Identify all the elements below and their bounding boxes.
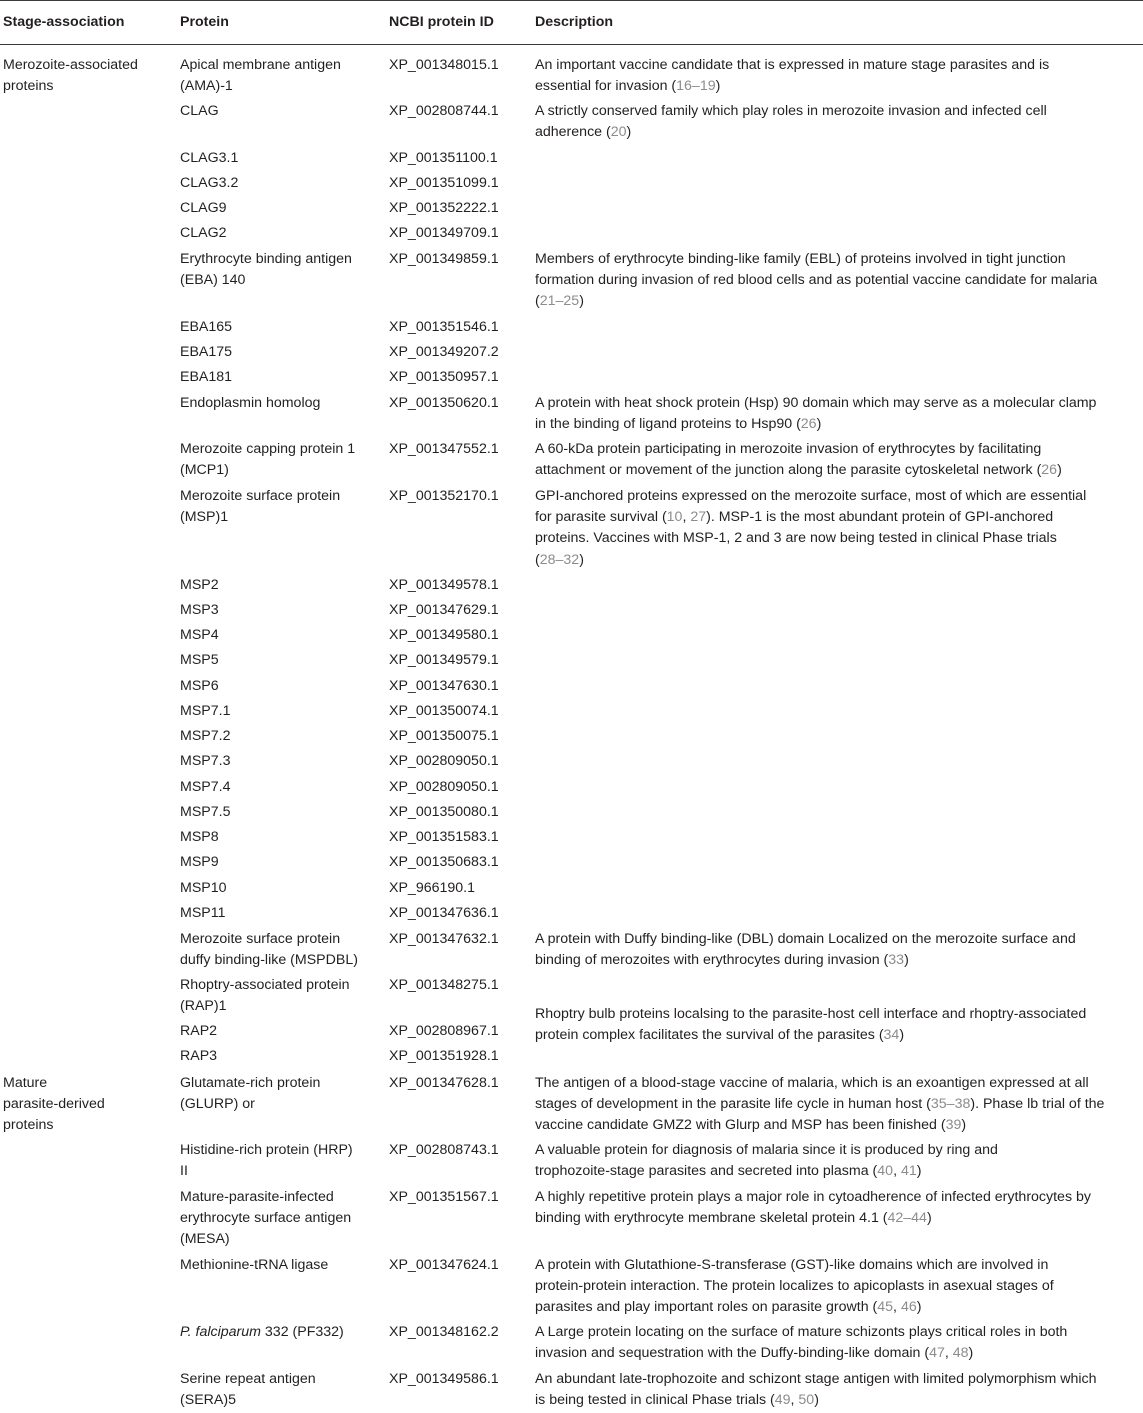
ncbi-protein-id: XP_002808967.1	[389, 1023, 499, 1039]
protein-name: Serine repeat antigen	[180, 1371, 316, 1387]
protein-name: Apical membrane antigen	[180, 57, 341, 73]
description-fragment: )	[579, 293, 584, 310]
description-text	[535, 414, 821, 435]
description-fragment: (	[535, 551, 540, 568]
ncbi-protein-id: XP_001350957.1	[389, 369, 499, 385]
protein-name: Merozoite capping protein 1	[180, 441, 356, 457]
protein-name: Glutamate-rich protein	[180, 1075, 321, 1091]
reference-link[interactable]: 33	[888, 952, 905, 969]
description-text	[535, 1322, 1067, 1343]
description-text	[535, 1073, 1089, 1094]
description-text	[535, 1187, 1091, 1208]
description-text	[535, 1255, 1048, 1276]
protein-name: (GLURP) or	[180, 1096, 255, 1113]
description-fragment: essential for invasion (	[535, 78, 677, 95]
description-text	[535, 1343, 973, 1364]
description-fragment: ). Phase lb trial of the	[970, 1096, 1105, 1113]
description-text	[535, 393, 1096, 414]
ncbi-protein-id: XP_001351100.1	[389, 150, 498, 166]
description-fragment: The antigen of a blood-stage vaccine of malaria, which is an exoantigen expressed at all	[535, 1075, 1089, 1091]
reference-link[interactable]: 34	[883, 1027, 900, 1044]
description-fragment: is being tested in clinical Phase trials (	[535, 1392, 775, 1409]
protein-name: Merozoite surface protein	[180, 488, 341, 504]
ncbi-protein-id: XP_001350075.1	[389, 728, 499, 744]
protein-name	[180, 1322, 344, 1343]
ncbi-protein-id: XP_001351928.1	[389, 1048, 499, 1064]
reference-link[interactable]: 40	[877, 1163, 894, 1180]
reference-link[interactable]: 26	[800, 416, 817, 433]
description-text	[535, 1297, 921, 1318]
reference-link[interactable]: 46	[900, 1299, 917, 1316]
protein-name: CLAG	[180, 103, 219, 119]
stage-association-label: proteins	[3, 1117, 54, 1134]
reference-link[interactable]: 28–32	[539, 551, 580, 568]
protein-name: Histidine-rich protein (HRP)	[180, 1142, 353, 1158]
description-fragment: ). MSP-1 is the most abundant protein of GPI-anchored	[706, 509, 1054, 526]
protein-name: (MCP1)	[180, 462, 229, 479]
reference-link[interactable]: 45	[877, 1299, 894, 1316]
description-fragment: attachment or movement of the junction along the parasite cytoskeletal network (	[535, 462, 1042, 479]
description-text	[535, 950, 909, 971]
protein-name: MSP7.1	[180, 703, 231, 719]
description-text	[535, 101, 1047, 122]
reference-link[interactable]: 35–38	[930, 1096, 971, 1113]
protein-name: (MESA)	[180, 1231, 230, 1248]
ncbi-protein-id: XP_001349207.2	[389, 344, 499, 360]
ncbi-protein-id: XP_001350080.1	[389, 804, 499, 820]
description-text	[535, 486, 1086, 507]
reference-link[interactable]: 27	[690, 509, 707, 526]
ncbi-protein-id: XP_002809050.1	[389, 753, 499, 769]
protein-name: EBA181	[180, 369, 233, 385]
ncbi-protein-id: XP_001347628.1	[389, 1075, 499, 1091]
protein-name: Methionine-tRNA ligase	[180, 1257, 329, 1273]
description-fragment: )	[626, 124, 632, 141]
protein-name: RAP2	[180, 1023, 218, 1039]
protein-name: EBA175	[180, 344, 233, 360]
description-fragment: )	[816, 416, 822, 433]
description-fragment: )	[814, 1392, 819, 1409]
protein-name: MSP4	[180, 627, 219, 643]
protein-name-italic: P. falciparum	[180, 1324, 261, 1340]
protein-name: MSP5	[180, 652, 219, 668]
description-text	[535, 1390, 819, 1411]
description-text	[535, 1004, 1086, 1025]
description-fragment: (	[535, 293, 540, 310]
description-fragment: binding with erythrocyte membrane skeletal protein 4.1 (	[535, 1210, 888, 1227]
description-text	[535, 1140, 998, 1161]
description-fragment: Members of erythrocyte binding-like family (EBL) of proteins involved in tight junction	[535, 251, 1066, 267]
description-fragment: ,	[893, 1299, 901, 1316]
description-fragment: adherence (	[535, 124, 611, 141]
ncbi-protein-id: XP_001350074.1	[389, 703, 499, 719]
reference-link[interactable]: 39	[945, 1117, 962, 1134]
protein-name: Erythrocyte binding antigen	[180, 251, 352, 267]
description-fragment: invasion and sequestration with the Duffy-binding-like domain (	[535, 1345, 930, 1362]
description-fragment: )	[916, 1163, 922, 1180]
description-text	[535, 55, 1049, 76]
ncbi-protein-id: XP_001347624.1	[389, 1257, 499, 1273]
ncbi-protein-id: XP_001351567.1	[389, 1189, 499, 1205]
protein-name: erythrocyte surface antigen	[180, 1210, 352, 1227]
ncbi-protein-id: XP_001349586.1	[389, 1371, 499, 1387]
ncbi-protein-id: XP_001350620.1	[389, 395, 499, 411]
protein-name: (RAP)1	[180, 998, 227, 1015]
description-fragment: formation during invasion of red blood cells and as potential vaccine candidate for malaria	[535, 272, 1098, 289]
description-text	[535, 1208, 932, 1229]
protein-name: MSP3	[180, 602, 219, 618]
description-text	[535, 122, 631, 143]
description-text	[535, 1276, 1054, 1297]
reference-link[interactable]: 49	[774, 1392, 791, 1409]
ncbi-protein-id: XP_002808744.1	[389, 103, 499, 119]
reference-link[interactable]: 21–25	[539, 293, 580, 310]
protein-name: (EBA) 140	[180, 272, 246, 289]
description-fragment: proteins. Vaccines with MSP-1, 2 and 3 are now being tested in clinical Phase trials	[535, 530, 1057, 547]
reference-link[interactable]: 41	[900, 1163, 917, 1180]
description-fragment: )	[899, 1027, 905, 1044]
reference-link[interactable]: 20	[610, 124, 627, 141]
ncbi-protein-id: XP_001347632.1	[389, 931, 499, 947]
ncbi-protein-id: XP_002808743.1	[389, 1142, 499, 1158]
stage-association-label: Merozoite-associated	[3, 57, 138, 73]
description-fragment: trophozoite-stage parasites and secreted into plasma (	[535, 1163, 878, 1180]
ncbi-protein-id: XP_001351546.1	[389, 319, 499, 335]
description-fragment: parasites and play important roles on parasite growth (	[535, 1299, 878, 1316]
description-fragment: Rhoptry bulb proteins localsing to the parasite-host cell interface and rhoptry-associated	[535, 1006, 1087, 1022]
ncbi-protein-id: XP_002809050.1	[389, 779, 499, 795]
protein-name: MSP2	[180, 577, 219, 593]
reference-link[interactable]: 42–44	[887, 1210, 927, 1227]
ncbi-protein-id: XP_001349580.1	[389, 627, 499, 643]
protein-name: CLAG2	[180, 225, 227, 241]
ncbi-protein-id: XP_001349859.1	[389, 251, 499, 267]
ncbi-protein-id: XP_001350683.1	[389, 854, 499, 870]
ncbi-protein-id: XP_001351583.1	[389, 829, 499, 845]
description-text	[535, 76, 720, 97]
ncbi-protein-id: XP_001349579.1	[389, 652, 499, 668]
ncbi-protein-id: XP_001348015.1	[389, 57, 499, 73]
description-text	[535, 550, 584, 571]
description-text	[535, 270, 1097, 291]
protein-name: MSP6	[180, 678, 219, 694]
description-text	[535, 249, 1066, 270]
header-description: Description	[535, 14, 614, 30]
protein-name: MSP10	[180, 880, 227, 896]
description-fragment: ,	[893, 1163, 901, 1180]
table-top-rule	[0, 0, 1143, 1]
description-text	[535, 1115, 966, 1136]
protein-name: (MSP)1	[180, 509, 229, 526]
stage-association-label: proteins	[3, 78, 54, 95]
ncbi-protein-id: XP_001347636.1	[389, 905, 499, 921]
header-protein: Protein	[180, 14, 229, 30]
ncbi-protein-id: XP_001347629.1	[389, 602, 499, 618]
description-fragment: A strictly conserved family which play roles in merozoite invasion and infected cell	[535, 103, 1047, 119]
description-fragment: ,	[944, 1345, 953, 1362]
header-bottom-rule	[0, 44, 1143, 45]
ncbi-protein-id: XP_966190.1	[389, 880, 475, 896]
description-fragment: A Large protein locating on the surface of mature schizonts plays critical roles in both	[535, 1324, 1068, 1340]
description-fragment: )	[715, 78, 721, 95]
reference-link[interactable]: 10	[666, 509, 683, 526]
reference-link[interactable]: 47	[929, 1345, 945, 1362]
protein-name: Rhoptry-associated protein	[180, 977, 350, 993]
ncbi-protein-id: XP_001352170.1	[389, 488, 499, 504]
reference-link[interactable]: 16–19	[676, 78, 716, 95]
description-text	[535, 1094, 1104, 1115]
protein-name: MSP8	[180, 829, 219, 845]
reference-link[interactable]: 48	[952, 1345, 969, 1362]
ncbi-protein-id: XP_001349709.1	[389, 225, 499, 241]
description-fragment: A 60-kDa protein participating in merozoite invasion of erythrocytes by facilitating	[535, 441, 1042, 457]
description-fragment: )	[968, 1345, 974, 1362]
protein-name: II	[180, 1163, 188, 1180]
header-ncbi-protein-id: NCBI protein ID	[389, 14, 494, 30]
protein-name: CLAG3.2	[180, 175, 239, 191]
protein-name-rest: 332 (PF332)	[260, 1324, 344, 1340]
description-fragment: protein-protein interaction. The protein localizes to apicoplasts in asexual stages of	[535, 1278, 1054, 1295]
description-fragment: )	[961, 1117, 967, 1134]
description-fragment: vaccine candidate GMZ2 with Glurp and MSP has been finished (	[535, 1117, 946, 1134]
description-text	[535, 460, 1062, 481]
description-fragment: for parasite survival (	[535, 509, 667, 526]
ncbi-protein-id: XP_001348162.2	[389, 1324, 499, 1340]
protein-name: Mature-parasite-infected	[180, 1189, 334, 1205]
ncbi-protein-id: XP_001349578.1	[389, 577, 499, 593]
protein-name: CLAG9	[180, 200, 227, 216]
description-fragment: )	[579, 551, 584, 568]
ncbi-protein-id: XP_001352222.1	[389, 200, 499, 216]
description-fragment: in the binding of ligand proteins to Hsp90 (	[535, 416, 801, 433]
ncbi-protein-id: XP_001348275.1	[389, 977, 499, 993]
stage-association-label: Mature	[3, 1075, 48, 1091]
description-fragment: binding of merozoites with erythrocytes during invasion (	[535, 952, 889, 969]
description-fragment: A valuable protein for diagnosis of malaria since it is produced by ring and	[535, 1142, 998, 1158]
description-text	[535, 507, 1053, 528]
description-fragment: A protein with Duffy binding-like (DBL) domain Localized on the merozoite surface and	[535, 931, 1076, 947]
ncbi-protein-id: XP_001347552.1	[389, 441, 499, 457]
description-fragment: )	[1057, 462, 1062, 479]
description-text	[535, 1025, 904, 1046]
ncbi-protein-id: XP_001351099.1	[389, 175, 499, 191]
protein-name: MSP7.3	[180, 753, 231, 769]
protein-name: MSP7.4	[180, 779, 231, 795]
ncbi-protein-id: XP_001347630.1	[389, 678, 499, 694]
protein-name: (SERA)5	[180, 1392, 236, 1409]
description-fragment: protein complex facilitates the survival of the parasites (	[535, 1027, 884, 1044]
description-fragment: )	[916, 1299, 922, 1316]
protein-name: Endoplasmin homolog	[180, 395, 321, 411]
description-text	[535, 1161, 921, 1182]
description-fragment: An abundant late-trophozoite and schizont stage antigen with limited polymorphism which	[535, 1371, 1097, 1387]
description-text	[535, 439, 1041, 460]
description-text	[535, 1369, 1097, 1390]
protein-name: RAP3	[180, 1048, 218, 1064]
header-stage-association: Stage-association	[3, 14, 125, 30]
reference-link[interactable]: 50	[798, 1392, 815, 1409]
description-fragment: A protein with heat shock protein (Hsp) 90 domain which may serve as a molecular clamp	[535, 395, 1097, 411]
protein-name: MSP9	[180, 854, 219, 870]
stage-association-label: parasite-derived	[3, 1096, 105, 1113]
description-fragment: GPI-anchored proteins expressed on the merozoite surface, most of which are essential	[535, 488, 1087, 504]
protein-name: MSP7.2	[180, 728, 231, 744]
protein-name: CLAG3.1	[180, 150, 239, 166]
description-fragment: stages of development in the parasite life cycle in human host (	[535, 1096, 931, 1113]
description-fragment: )	[926, 1210, 932, 1227]
protein-name: Merozoite surface protein	[180, 931, 341, 947]
protein-name: EBA165	[180, 319, 233, 335]
description-fragment: ,	[790, 1392, 799, 1409]
description-fragment: ,	[682, 509, 691, 526]
protein-name: duffy binding-like (MSPDBL)	[180, 952, 358, 969]
description-text	[535, 528, 1057, 549]
description-text	[535, 929, 1076, 950]
protein-name: MSP7.5	[180, 804, 231, 820]
description-fragment: A protein with Glutathione-S-transferase (GST)-like domains which are involved in	[535, 1257, 1049, 1273]
description-fragment: )	[904, 952, 909, 969]
reference-link[interactable]: 26	[1041, 462, 1058, 479]
protein-name: (AMA)-1	[180, 78, 233, 95]
description-text	[535, 291, 584, 312]
protein-name: MSP11	[180, 905, 226, 921]
description-fragment: An important vaccine candidate that is expressed in mature stage parasites and is	[535, 57, 1050, 73]
description-fragment: A highly repetitive protein plays a major role in cytoadherence of infected erythrocytes by	[535, 1189, 1091, 1205]
